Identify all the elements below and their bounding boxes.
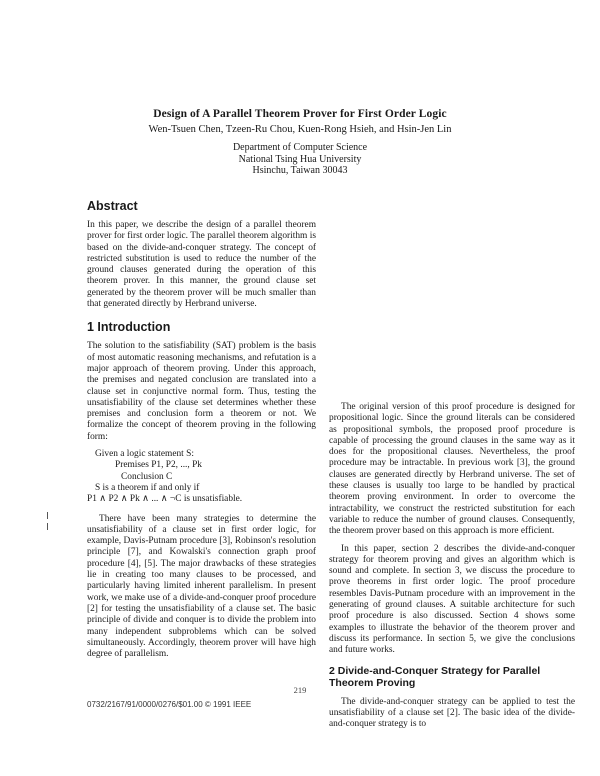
left-column [87,199,316,666]
intro-paragraph-4: In this paper, section 2 describes the divide-and-conquer strategy for theorem proving and gives an algorithm which is sound and complete. In section 3, we discuss the procedure to prove theorems in first order logic. The proof procedure resembles Davis-Putnam procedure with an improvement in the generating of ground clauses. A suitable architecture for such proof procedure is also discussed. Section 4 shows some examples to illustrate the behavior of the theorem prover and discuss its performance. In section 5, we give the conclusions and future works. [329,543,575,656]
formal-given: Given a logic statement S: [95,449,194,460]
right-column [329,166,575,736]
page-number: 219 [293,685,307,695]
affiliation-university: National Tsing Hua University [238,153,362,165]
intro-paragraph-3: The original version of this proof procedure is designed for propositional logic. Since the ground literals can be considered as propositional symbols, the proposed proof procedure is capable of processing the ground clauses in the same way as it does for the propositional clauses. Nevertheless, the proof procedure may be intractable. In previous work [3], the ground clauses are generated directly by Herbrand universe. The set of these clauses is usually too large to be handled by practical theorem proving environment. In order to overcome the intractability, we construct the restricted substitution for each variable to reduce the number of ground clauses. Consequently, the theorem prover based on this approach is more efficient. [329,402,575,537]
copyright-line: 0732/2167/91/0000/0276/$01.00 © 1991 IEEE [87,700,252,709]
formal-definition [87,449,316,505]
author-list: Wen-Tsuen Chen, Tzeen-Ru Chou, Kuen-Rong Hsieh, and Hsin-Jen Lin [148,124,452,135]
abstract-text: In this paper, we describe the design of a parallel theorem prover for first order logic. The parallel theorem algorithm is based on the divide-and-conquer strategy. The concept of restricted substitution is used to reduce the number of the ground clauses generated during the operation of this theorem prover. In this manner, the ground clause set generated by the theorem prover will be much smaller than that generated directly by Herbrand universe. [87,220,316,310]
formal-conclusion: Conclusion C [121,471,173,482]
section2-paragraph-1: The divide-and-conquer strategy can be applied to test the unsatisfiability of a clause set [2]. The basic idea of the divide-and-conquer strategy is to [329,696,575,730]
intro-paragraph-1: The solution to the satisfiability (SAT) problem is the basis of most automatic reasoning mechanisms, and refutation is a major approach of theorem proving. Under this approach, the premises and negated conclusion are translated into a clause set in conjunctive normal form. Thus, testing the unsatisfiability of the clause set determines whether these premises and conclusion form a theorem or not. We formalize the concept of theorem proving in the following form: [87,341,316,442]
formal-expression: P1 ∧ P2 ∧ Pk ∧ ... ∧ ¬C is unsatisfiable. [87,494,243,505]
margin-mark [46,512,50,530]
formal-premises: Premises P1, P2, ..., Pk [115,460,202,471]
abstract-heading: Abstract [87,199,138,213]
intro-heading: 1 Introduction [87,320,171,335]
intro-paragraph-2: There have been many strategies to determine the unsatisfiability of a clause set in first order logic, for example, Davis-Putnam procedure [3], Robinson's resolution principle [7], and Kowalski's connection graph proof procedure [4], [5]. The major drawbacks of these strategies lie in creating too many clauses to be processed, and particularly having limited inherent parallelism. In present work, we make use of a divide-and-conquer proof procedure [2] for testing the unsatisfiability of a clause set. The basic principle of divide and conquer is to divide the problem into many independent subproblems which can be solved simultaneously. Accordingly, theorem prover will have high degree of parallelism. [87,513,316,660]
formal-theorem-statement: S is a theorem if and only if [95,482,200,493]
affiliation-city: Hsinchu, Taiwan 30043 [252,165,348,176]
section2-heading: 2 Divide-and-Conquer Strategy for Parallel Theorem Proving [329,664,541,690]
affiliation-dept: Department of Computer Science [232,142,368,153]
paper-title: Design of A Parallel Theorem Prover for First Order Logic [153,108,447,120]
